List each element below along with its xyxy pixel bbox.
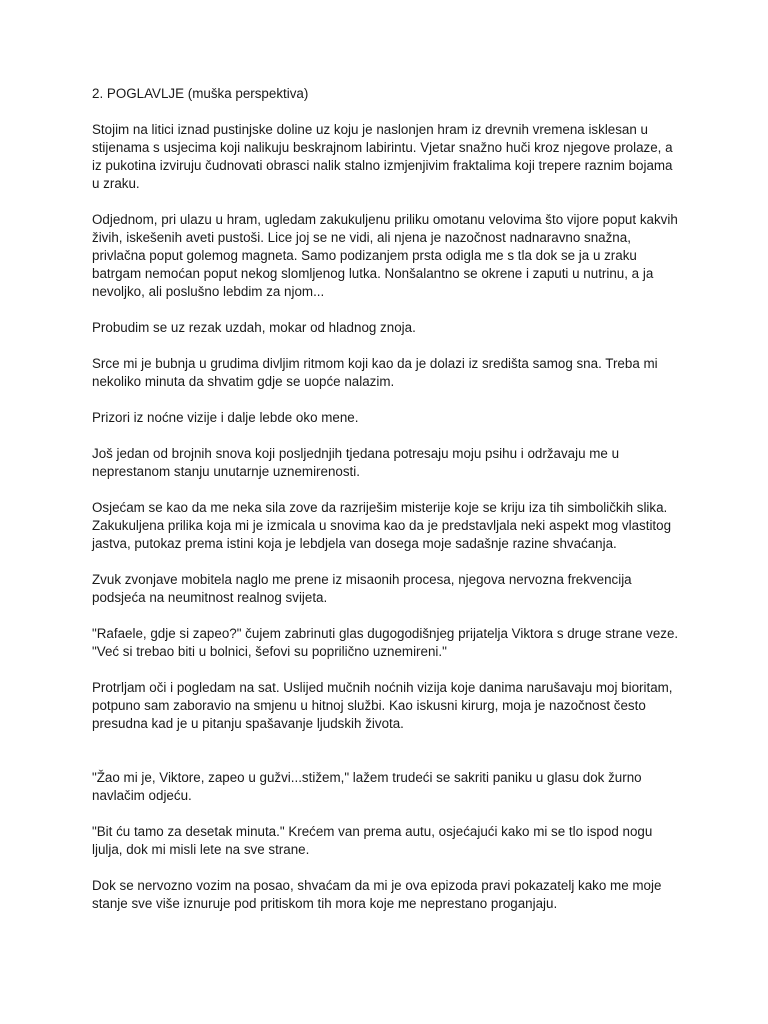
paragraph: Odjednom, pri ulazu u hram, ugledam zakukuljenu priliku omotanu velovima što vijore poput kakvih živih, iskešenih aveti pustoši. Lice joj se ne vidi, ali njena je nazočnost nadnaravno snažna, privlačna poput golemog magneta. Samo podizanjem prsta odigla me s tla dok se ja u zraku batrgam nemoćan poput nekog slomljenog lutka. Nonšalantno se okrene i zaputi u nutrinu, a ja nevoljko, ali poslušno lebdim za njom... bbox=[92, 212, 678, 299]
paragraph: Stojim na litici iznad pustinjske doline uz koju je naslonjen hram iz drevnih vremena isklesan u stijenama s usjecima koji nalikuju beskrajnom labirintu. Vjetar snažno huči kroz njegove prolaze, a iz pukotina izviruju čudnovati obrasci nalik stalno izmjenjivim fraktalima koji trepere raznim bojama u zraku. bbox=[92, 122, 673, 191]
paragraph: "Žao mi je, Viktore, zapeo u gužvi...stižem," lažem trudeći se sakriti paniku u glasu dok žurno navlačim odjeću. bbox=[92, 770, 642, 803]
paragraph: Još jedan od brojnih snova koji posljednjih tjedana potresaju moju psihu i održavaju me u neprestanom stanju unutarnje uznemirenosti. bbox=[92, 446, 620, 479]
paragraph: "Rafaele, gdje si zapeo?" čujem zabrinuti glas dugogodišnjeg prijatelja Viktora s druge strane veze. "Već si trebao biti u bolnici, šefovi su poprilično uznemireni." bbox=[92, 626, 679, 659]
paragraph: Protrljam oči i pogledam na sat. Uslijed mučnih noćnih vizija koje danima narušavaju moj bioritam, potpuno sam zaboravio na smjenu u hitnoj službi. Kao iskusni kirurg, moja je nazočnost često presudna kad je u pitanju spašavanje ljudskih života. bbox=[92, 680, 673, 731]
paragraph: Prizori iz noćne vizije i dalje lebde oko mene. bbox=[92, 410, 359, 425]
chapter-heading: 2. POGLAVLJE (muška perspektiva) bbox=[92, 86, 309, 101]
paragraph: Srce mi je bubnja u grudima divljim ritmom koji kao da je dolazi iz središta samog sna. Treba mi nekoliko minuta da shvatim gdje se uopće nalazim. bbox=[92, 356, 658, 389]
paragraph: "Bit ću tamo za desetak minuta." Krećem van prema autu, osjećajući kako mi se tlo ispod nogu ljulja, dok mi misli lete na sve strane. bbox=[92, 824, 653, 857]
paragraph: Zvuk zvonjave mobitela naglo me prene iz misaonih procesa, njegova nervozna frekvencija podsjeća na neumitnost realnog svijeta. bbox=[92, 572, 632, 605]
paragraph: Osjećam se kao da me neka sila zove da razriješim misterije koje se kriju iza tih simboličkih slika. Zakukuljena prilika koja mi je izmicala u snovima kao da je predstavljala neki aspekt mog vlastitog jastva, putokaz prema istini koja je lebdjela van dosega moje sadašnje razine shvaćanja. bbox=[92, 500, 672, 551]
paragraph: Probudim se uz rezak uzdah, mokar od hladnog znoja. bbox=[92, 320, 416, 335]
document-page bbox=[92, 85, 682, 931]
paragraph: Dok se nervozno vozim na posao, shvaćam da mi je ova epizoda pravi pokazatelj kako me moje stanje sve više iznuruje pod pritiskom tih mora koje me neprestano proganjaju. bbox=[92, 878, 662, 911]
